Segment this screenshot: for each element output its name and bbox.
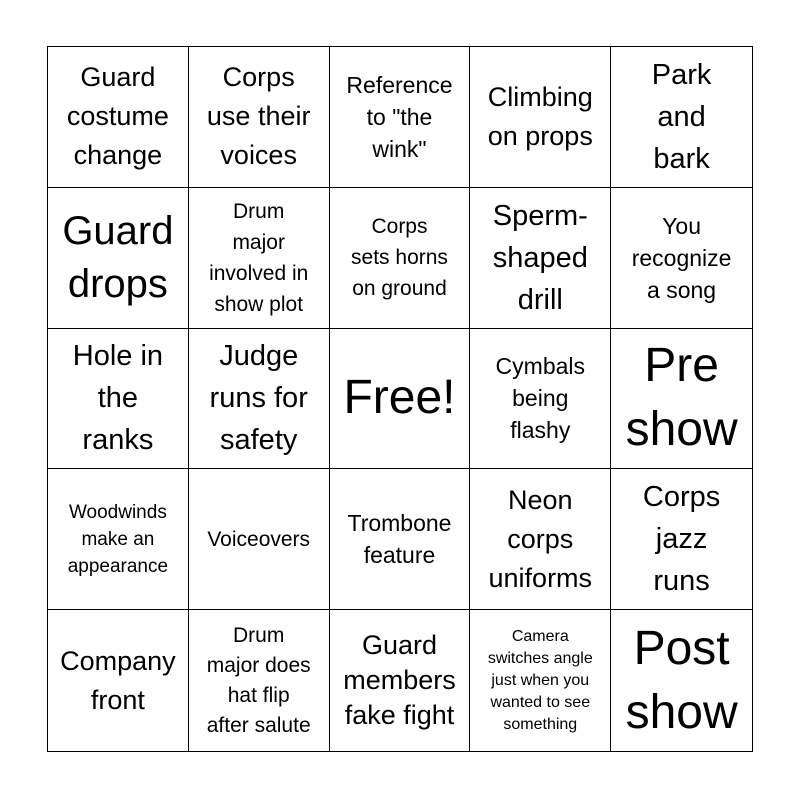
cell-label: Woodwinds make an appearance (67, 501, 169, 577)
bingo-cell-sperm-shaped-drill[interactable] (470, 188, 611, 329)
bingo-cell-guard-costume-change[interactable] (48, 47, 189, 188)
bingo-cell-the-wink[interactable] (330, 47, 471, 188)
cell-label: Trombone feature (347, 510, 452, 569)
cell-label: Company front (60, 645, 176, 715)
bingo-cell-corps-use-voices[interactable] (189, 47, 330, 188)
bingo-cell-cymbals-flashy[interactable] (470, 329, 611, 470)
cell-label: Cymbals being flashy (495, 353, 586, 444)
bingo-cell-neon-uniforms[interactable] (470, 469, 611, 610)
bingo-cell-post-show[interactable] (611, 610, 752, 751)
bingo-cell-judge-runs[interactable] (189, 329, 330, 470)
bingo-cell-free[interactable] (330, 329, 471, 470)
cell-label: Post show (625, 621, 738, 739)
cell-label: Corps sets horns on ground (351, 215, 448, 301)
cell-label: Sperm- shaped drill (492, 199, 588, 316)
cell-label: Reference to "the wink" (346, 71, 453, 162)
cell-label: Guard costume change (66, 62, 169, 171)
bingo-board (47, 46, 753, 752)
cell-label: Guard drops (62, 208, 174, 306)
bingo-cell-hole-in-ranks[interactable] (48, 329, 189, 470)
bingo-cell-fake-fight[interactable] (330, 610, 471, 751)
cell-label: You recognize a song (631, 212, 732, 303)
cell-label: Judge runs for safety (209, 340, 308, 457)
bingo-cell-climbing-on-props[interactable] (470, 47, 611, 188)
bingo-cell-trombone-feature[interactable] (330, 469, 471, 610)
cell-label: Drum major involved in show plot (209, 199, 309, 316)
bingo-cell-park-and-bark[interactable] (611, 47, 752, 188)
cell-label: Drum major does hat flip after salute (206, 623, 311, 737)
cell-label: Voiceovers (207, 527, 311, 551)
cell-label: Corps use their voices (206, 62, 311, 171)
bingo-cell-jazz-runs[interactable] (611, 469, 752, 610)
cell-label: Hole in the ranks (72, 340, 164, 457)
bingo-cell-woodwinds[interactable] (48, 469, 189, 610)
bingo-cell-horns-on-ground[interactable] (330, 188, 471, 329)
cell-label: Pre show (625, 339, 738, 457)
bingo-cell-hat-flip[interactable] (189, 610, 330, 751)
cell-label: Free! (343, 371, 456, 425)
cell-label: Corps jazz runs (642, 481, 721, 598)
bingo-cell-guard-drops[interactable] (48, 188, 189, 329)
bingo-cell-company-front[interactable] (48, 610, 189, 751)
bingo-cell-pre-show[interactable] (611, 329, 752, 470)
cell-label: Guard members fake fight (343, 630, 456, 731)
bingo-cell-voiceovers[interactable] (189, 469, 330, 610)
cell-label: Park and bark (651, 58, 712, 175)
bingo-cell-drum-major-show-plot[interactable] (189, 188, 330, 329)
cell-label: Climbing on props (487, 81, 593, 151)
bingo-cell-camera-angle[interactable] (470, 610, 611, 751)
bingo-cell-recognize-song[interactable] (611, 188, 752, 329)
cell-label: Camera switches angle just when you wanted to see something (487, 627, 593, 733)
cell-label: Neon corps uniforms (488, 484, 593, 593)
